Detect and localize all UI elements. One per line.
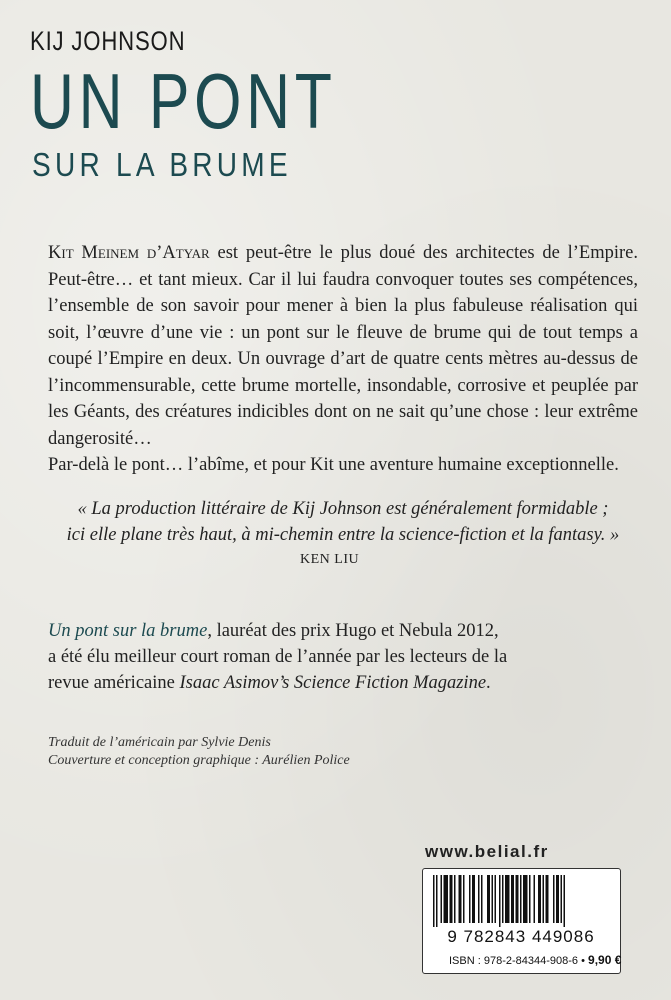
synopsis-paragraph-2: Par-delà le pont… l’abîme, et pour Kit une aventure humaine exceptionnelle. [48,455,619,475]
separator: • [581,955,585,967]
barcode-icon [427,875,615,927]
magazine-name: Isaac Asimov’s Science Fiction Magazine [179,673,487,693]
award-text-2: a été élu meilleur court roman de l’année par les lecteurs de la [48,647,508,667]
review-quote [48,496,638,548]
translation-credit: Traduit de l’américain par Sylvie Denis [48,735,271,750]
award-blurb [48,618,638,696]
quote-author: KEN LIU [300,552,360,567]
award-book-title: Un pont sur la brume [48,621,208,641]
award-text-4: . [486,673,491,693]
synopsis [48,240,638,479]
publisher-url[interactable]: www.belial.fr [425,842,549,861]
award-text-1: , lauréat des prix Hugo et Nebula 2012, [207,621,499,641]
book-subtitle: SUR LA BRUME [32,146,292,183]
credits [48,734,350,770]
barcode-number: 9 782843 449086 [447,927,595,946]
cover-credit: Couverture et conception graphique : Aurélien Police [48,753,350,768]
book-title: UN PONT [30,57,337,145]
author-name: KIJ JOHNSON [30,26,186,56]
quote-line-2: ici elle plane très haut, à mi-chemin entre la science-fiction et la fantasy. » [66,525,620,545]
isbn-line [449,953,621,967]
price: 9,90 € [588,953,622,967]
synopsis-text: est peut-être le plus doué des architectes de l’Empire. Peut-être… et tant mieux. Car il lui faudra convoquer toutes ses compétences, l’ensemble de son savoir pour mener à bien la plus fabuleuse réalisation qui soit, l’œuvre d’une vie : un pont sur le fleuve de brume qui de tout temps a coupé l’Empire en deux. Un ouvrage d’art de quatre cents mètres au-dessus de l’incommensurable, cette brume mortelle, insondable, corrosive et peuplée par les Géants, des créatures indicibles dont on ne sait qu’une chose : leur extrême dangerosité… [48,243,638,449]
quote-line-1: « La production littéraire de Kij Johnson est généralement formidable ; [77,499,609,519]
synopsis-paragraph-1 [48,240,638,452]
barcode-box [422,868,621,974]
character-name: Kit Meinem d’Atyar [48,243,210,263]
award-text-3: revue américaine [48,673,180,693]
isbn: ISBN : 978-2-84344-908-6 [449,955,579,967]
